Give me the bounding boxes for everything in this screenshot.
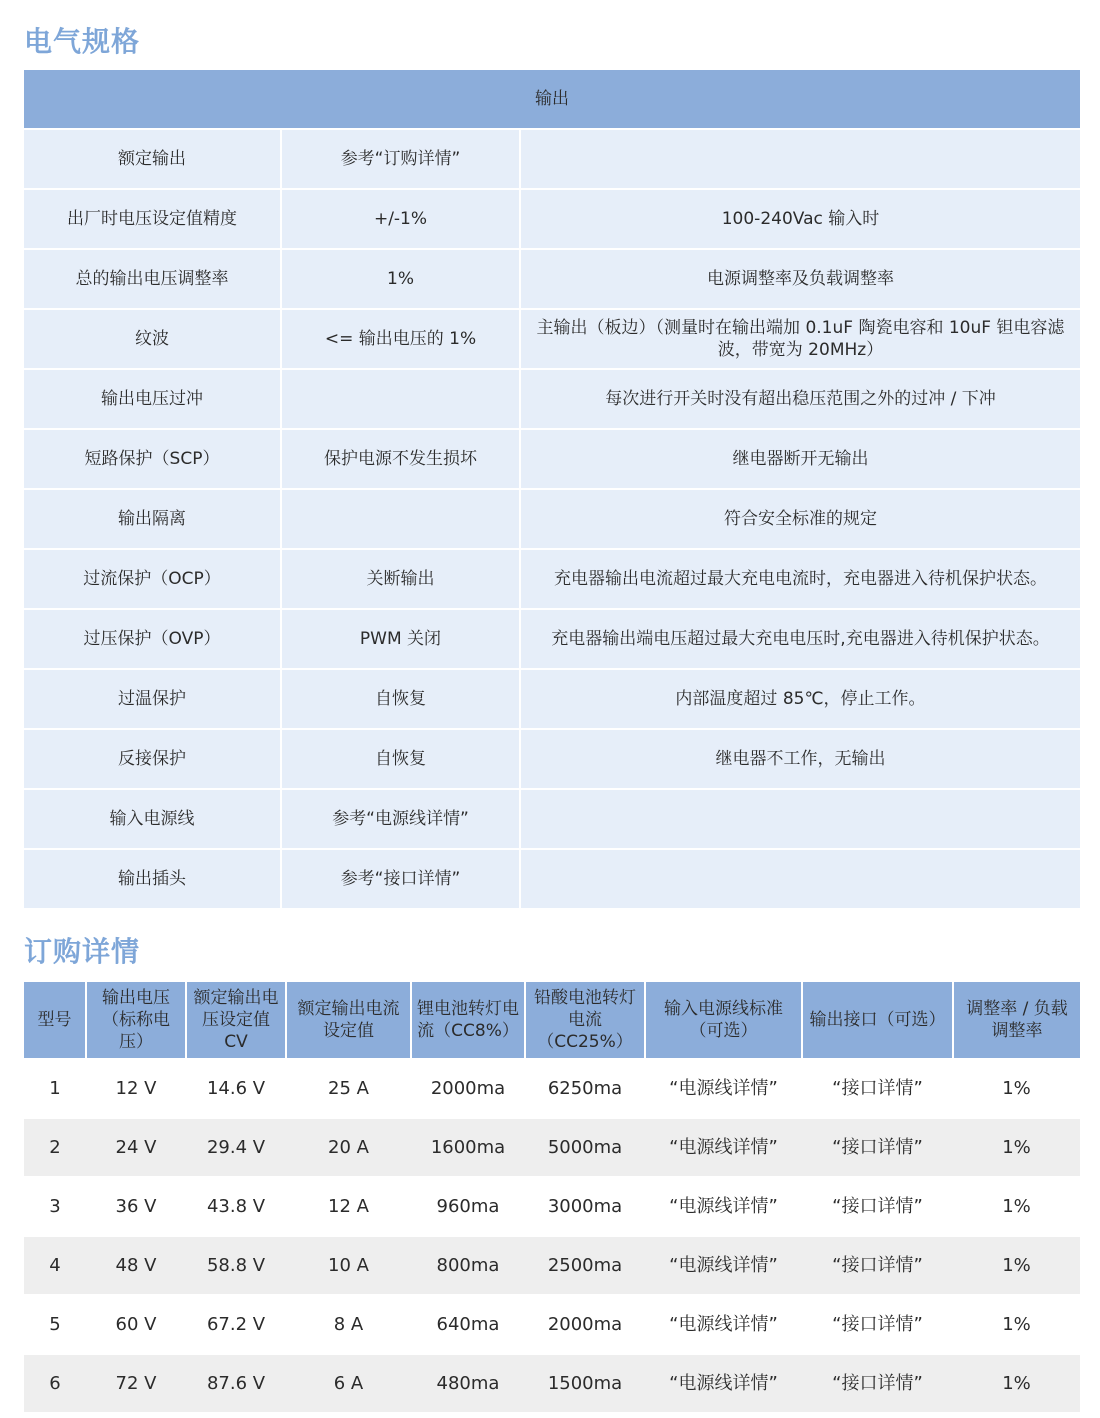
order-cell-lead-acid-cc: 2000ma: [525, 1295, 645, 1354]
spec-value: 自恢复: [281, 729, 520, 789]
spec-param: 总的输出电压调整率: [24, 249, 281, 309]
order-cell-regulation: 1%: [953, 1236, 1080, 1295]
order-cell-current: 25 A: [286, 1059, 411, 1118]
order-col-model: 型号: [24, 982, 86, 1059]
spec-table: [24, 70, 1080, 908]
order-cell-model: 1: [24, 1059, 86, 1118]
order-cell-model: 5: [24, 1295, 86, 1354]
order-cell-regulation: 1%: [953, 1177, 1080, 1236]
spec-note: [520, 129, 1080, 189]
spec-row: [24, 189, 1080, 249]
spec-row: [24, 549, 1080, 609]
spec-note: 电源调整率及负载调整率: [520, 249, 1080, 309]
order-cell-output-connector: “接口详情”: [802, 1354, 953, 1412]
order-cell-lithium-cc: 640ma: [411, 1295, 525, 1354]
order-cell-cv: 87.6 V: [186, 1354, 286, 1412]
spec-value: [281, 369, 520, 429]
order-col-cv: 额定输出电压设定值 CV: [186, 982, 286, 1059]
spec-value: 保护电源不发生损坏: [281, 429, 520, 489]
spec-row: [24, 129, 1080, 189]
order-section-title: 订购详情: [24, 935, 141, 968]
spec-row: [24, 249, 1080, 309]
order-cell-cv: 29.4 V: [186, 1118, 286, 1177]
order-cell-cv: 14.6 V: [186, 1059, 286, 1118]
spec-value: <= 输出电压的 1%: [281, 309, 520, 369]
spec-value: 参考“电源线详情”: [281, 789, 520, 849]
order-cell-current: 10 A: [286, 1236, 411, 1295]
order-row: [24, 1118, 1080, 1177]
spec-param: 出厂时电压设定值精度: [24, 189, 281, 249]
order-col-lead-acid-cc: 铅酸电池转灯电流（CC25%）: [525, 982, 645, 1059]
order-cell-lead-acid-cc: 5000ma: [525, 1118, 645, 1177]
order-cell-regulation: 1%: [953, 1295, 1080, 1354]
spec-note: 继电器不工作，无输出: [520, 729, 1080, 789]
order-cell-lead-acid-cc: 3000ma: [525, 1177, 645, 1236]
order-cell-output-voltage: 24 V: [86, 1118, 186, 1177]
spec-row: [24, 609, 1080, 669]
spec-param: 反接保护: [24, 729, 281, 789]
spec-row: [24, 309, 1080, 369]
order-col-input-cord: 输入电源线标准（可选）: [645, 982, 802, 1059]
order-cell-regulation: 1%: [953, 1118, 1080, 1177]
spec-note: 主输出（板边）（测量时在输出端加 0.1uF 陶瓷电容和 10uF 钽电容滤波，带宽为 20MHz）: [520, 309, 1080, 369]
order-cell-lithium-cc: 480ma: [411, 1354, 525, 1412]
order-cell-output-connector: “接口详情”: [802, 1295, 953, 1354]
order-cell-model: 4: [24, 1236, 86, 1295]
spec-row: [24, 849, 1080, 908]
order-cell-input-cord: “电源线详情”: [645, 1118, 802, 1177]
spec-param: 输入电源线: [24, 789, 281, 849]
order-table: [24, 982, 1080, 1412]
spec-param: 输出隔离: [24, 489, 281, 549]
spec-note: 继电器断开无输出: [520, 429, 1080, 489]
spec-note: 内部温度超过 85℃，停止工作。: [520, 669, 1080, 729]
order-cell-input-cord: “电源线详情”: [645, 1295, 802, 1354]
spec-value: 参考“订购详情”: [281, 129, 520, 189]
order-cell-output-connector: “接口详情”: [802, 1236, 953, 1295]
order-cell-current: 12 A: [286, 1177, 411, 1236]
order-cell-output-connector: “接口详情”: [802, 1118, 953, 1177]
order-cell-lithium-cc: 960ma: [411, 1177, 525, 1236]
order-cell-input-cord: “电源线详情”: [645, 1177, 802, 1236]
order-cell-regulation: 1%: [953, 1354, 1080, 1412]
order-col-output-connector: 输出接口（可选）: [802, 982, 953, 1059]
spec-note: [520, 789, 1080, 849]
spec-param: 输出电压过冲: [24, 369, 281, 429]
order-cell-output-voltage: 36 V: [86, 1177, 186, 1236]
spec-value: 1%: [281, 249, 520, 309]
order-cell-lead-acid-cc: 6250ma: [525, 1059, 645, 1118]
order-header-row: [24, 982, 1080, 1059]
order-cell-current: 8 A: [286, 1295, 411, 1354]
spec-note: 充电器输出端电压超过最大充电电压时,充电器进入待机保护状态。: [520, 609, 1080, 669]
order-cell-output-voltage: 60 V: [86, 1295, 186, 1354]
order-cell-output-connector: “接口详情”: [802, 1059, 953, 1118]
order-cell-current: 6 A: [286, 1354, 411, 1412]
order-col-regulation: 调整率 / 负载调整率: [953, 982, 1080, 1059]
spec-row: [24, 489, 1080, 549]
spec-param: 过温保护: [24, 669, 281, 729]
order-col-lithium-cc: 锂电池转灯电流（CC8%）: [411, 982, 525, 1059]
spec-param: 短路保护（SCP）: [24, 429, 281, 489]
order-row: [24, 1295, 1080, 1354]
order-cell-output-voltage: 48 V: [86, 1236, 186, 1295]
order-cell-lithium-cc: 1600ma: [411, 1118, 525, 1177]
spec-note: 100-240Vac 输入时: [520, 189, 1080, 249]
order-cell-lithium-cc: 2000ma: [411, 1059, 525, 1118]
spec-row: [24, 669, 1080, 729]
spec-note: 每次进行开关时没有超出稳压范围之外的过冲 / 下冲: [520, 369, 1080, 429]
order-cell-cv: 58.8 V: [186, 1236, 286, 1295]
spec-header-output: 输出: [24, 70, 1080, 129]
spec-value: [281, 489, 520, 549]
spec-value: 参考“接口详情”: [281, 849, 520, 908]
order-row: [24, 1236, 1080, 1295]
order-row: [24, 1354, 1080, 1412]
spec-value: 关断输出: [281, 549, 520, 609]
order-col-output-voltage: 输出电压（标称电压）: [86, 982, 186, 1059]
order-cell-lead-acid-cc: 2500ma: [525, 1236, 645, 1295]
spec-header-row: [24, 70, 1080, 129]
order-cell-regulation: 1%: [953, 1059, 1080, 1118]
order-row: [24, 1059, 1080, 1118]
order-row: [24, 1177, 1080, 1236]
order-cell-output-voltage: 72 V: [86, 1354, 186, 1412]
spec-section-title: 电气规格: [24, 25, 141, 58]
order-cell-model: 2: [24, 1118, 86, 1177]
spec-value: +/-1%: [281, 189, 520, 249]
spec-row: [24, 789, 1080, 849]
spec-param: 输出插头: [24, 849, 281, 908]
spec-value: 自恢复: [281, 669, 520, 729]
spec-param: 额定输出: [24, 129, 281, 189]
order-cell-output-connector: “接口详情”: [802, 1177, 953, 1236]
order-cell-model: 3: [24, 1177, 86, 1236]
spec-value: PWM 关闭: [281, 609, 520, 669]
order-cell-input-cord: “电源线详情”: [645, 1059, 802, 1118]
order-cell-output-voltage: 12 V: [86, 1059, 186, 1118]
order-cell-cv: 43.8 V: [186, 1177, 286, 1236]
spec-row: [24, 369, 1080, 429]
spec-note: 符合安全标准的规定: [520, 489, 1080, 549]
order-cell-cv: 67.2 V: [186, 1295, 286, 1354]
order-cell-model: 6: [24, 1354, 86, 1412]
order-cell-lithium-cc: 800ma: [411, 1236, 525, 1295]
spec-param: 过流保护（OCP）: [24, 549, 281, 609]
spec-row: [24, 429, 1080, 489]
order-cell-input-cord: “电源线详情”: [645, 1236, 802, 1295]
order-cell-current: 20 A: [286, 1118, 411, 1177]
order-cell-lead-acid-cc: 1500ma: [525, 1354, 645, 1412]
order-cell-input-cord: “电源线详情”: [645, 1354, 802, 1412]
spec-param: 纹波: [24, 309, 281, 369]
spec-note: 充电器输出电流超过最大充电电流时，充电器进入待机保护状态。: [520, 549, 1080, 609]
spec-param: 过压保护（OVP）: [24, 609, 281, 669]
order-col-current: 额定输出电流设定值: [286, 982, 411, 1059]
spec-row: [24, 729, 1080, 789]
spec-note: [520, 849, 1080, 908]
